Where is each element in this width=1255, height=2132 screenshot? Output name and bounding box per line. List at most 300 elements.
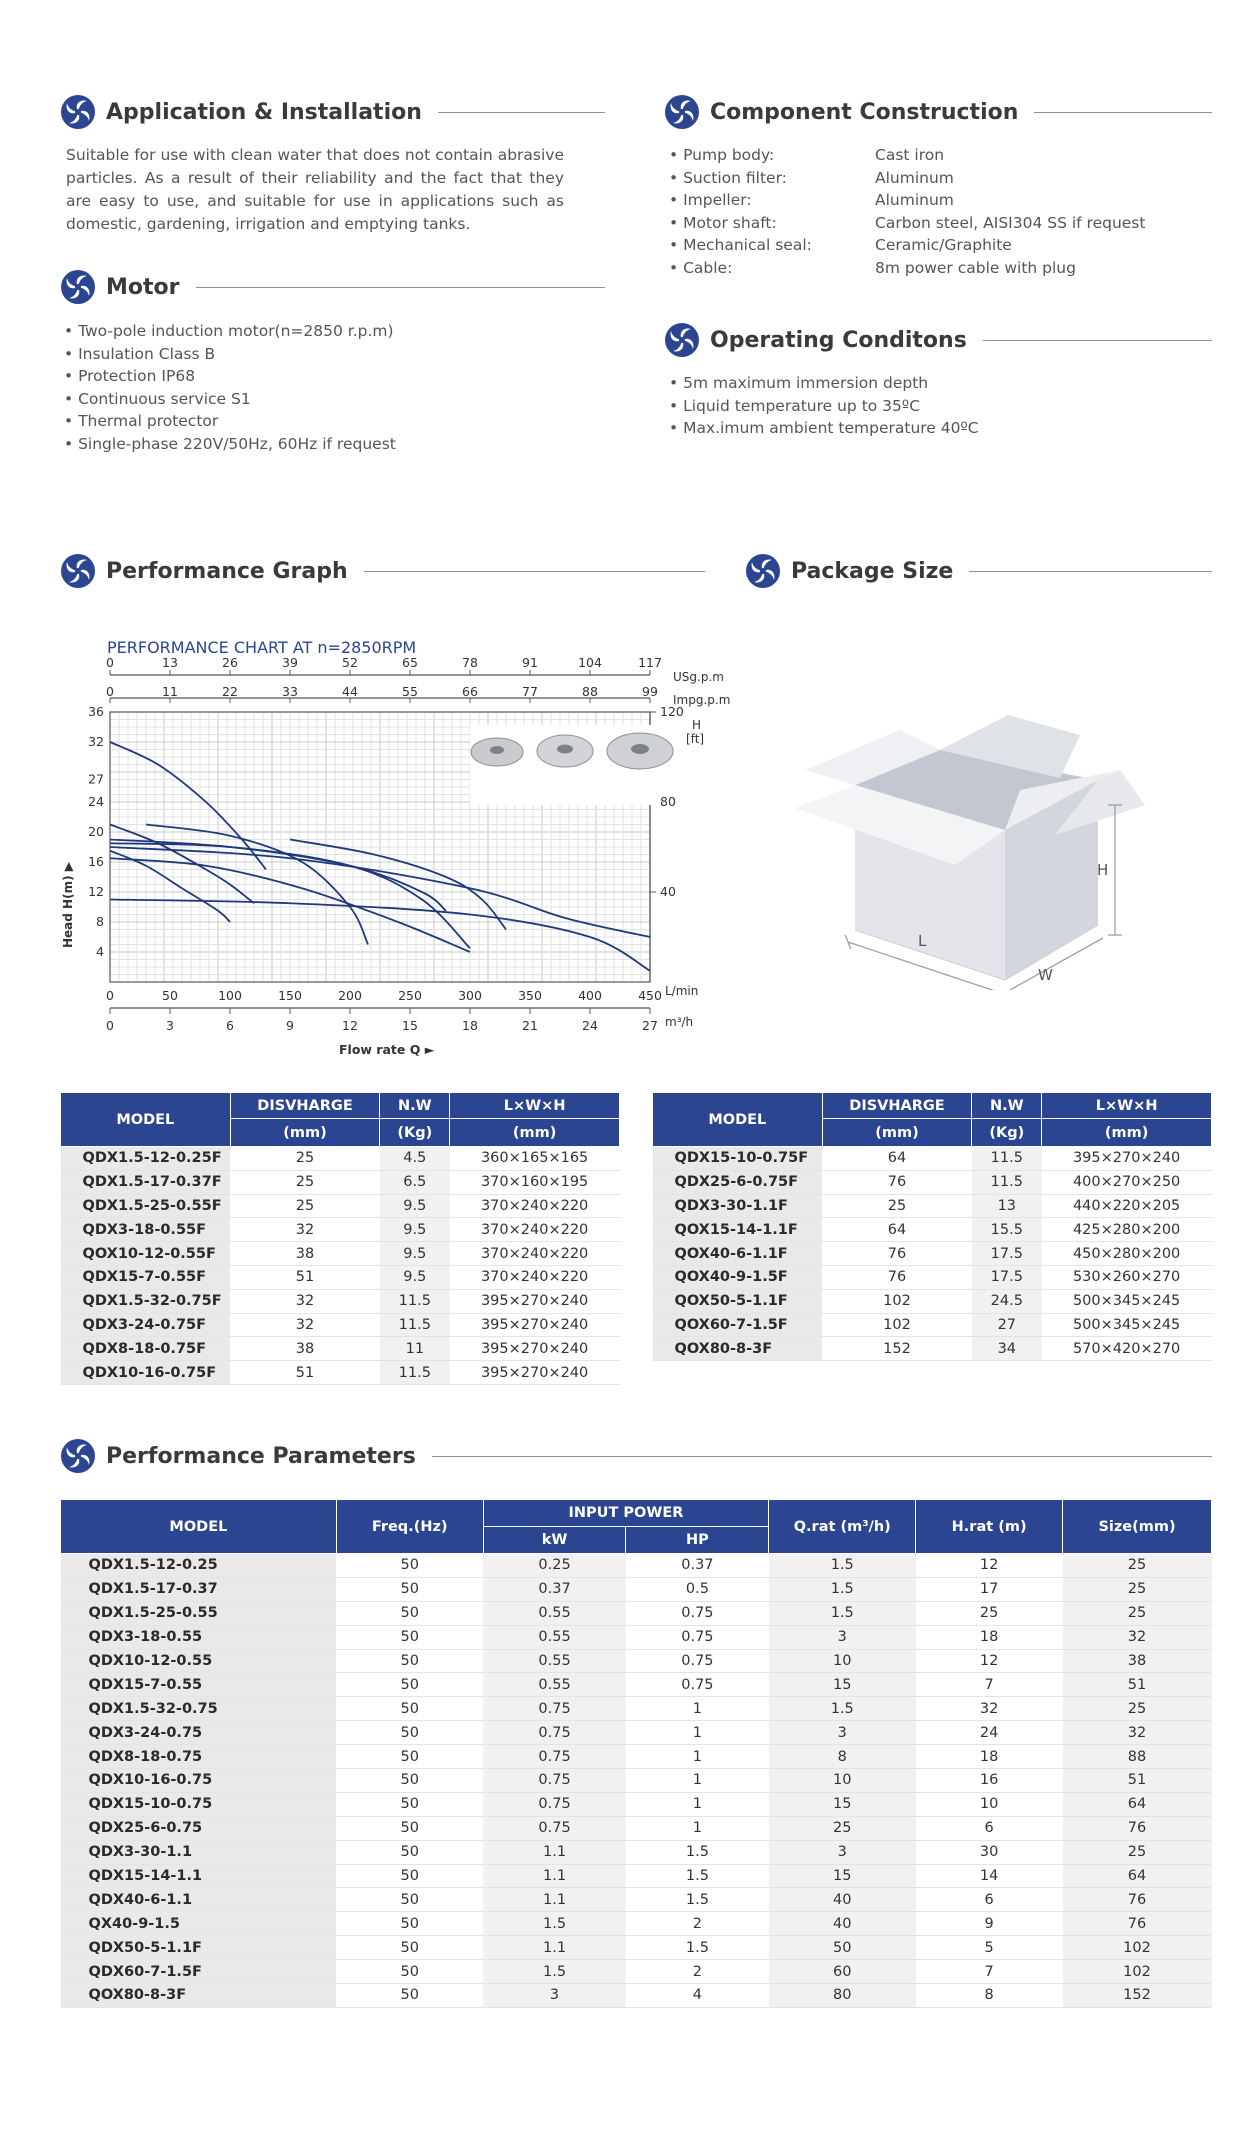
cell-lwh: 440×220×205	[1042, 1194, 1212, 1218]
table-row	[61, 1912, 1212, 1936]
cell-hrat: 6	[916, 1888, 1063, 1912]
spec-key: • Suction filter:	[669, 167, 875, 190]
lmin-tick-label: 50	[162, 988, 178, 1003]
cell-qrat: 40	[769, 1912, 916, 1936]
table-row	[61, 1984, 1212, 2008]
cell-discharge: 25	[230, 1170, 380, 1194]
cell-model: QDX15-7-0.55	[61, 1673, 337, 1697]
y-tick-label: 4	[96, 944, 104, 959]
cell-hrat: 7	[916, 1960, 1063, 1984]
impg-tick-label: 55	[402, 684, 418, 699]
cell-size: 102	[1063, 1960, 1212, 1984]
dimension-h: H	[1097, 861, 1109, 879]
cell-nw: 11.5	[380, 1289, 450, 1313]
table-row	[653, 1194, 1212, 1218]
cell-nw: 9.5	[380, 1218, 450, 1242]
cell-model: QDX1.5-25-0.55F	[61, 1194, 231, 1218]
cell-nw: 17.5	[972, 1265, 1042, 1289]
table-row	[61, 1864, 1212, 1888]
heading-rule	[969, 571, 1212, 572]
cell-hp: 4	[626, 1984, 769, 2008]
y-tick-label: 20	[88, 824, 104, 839]
cell-hrat: 5	[916, 1936, 1063, 1960]
cell-hrat: 25	[916, 1601, 1063, 1625]
col-lwh: L×W×H	[450, 1093, 620, 1119]
impg-tick-label: 77	[522, 684, 538, 699]
cell-freq: 50	[336, 1984, 483, 2008]
list-item: • Insulation Class B	[64, 343, 584, 366]
lmin-tick-label: 350	[518, 988, 542, 1003]
table-row	[61, 1289, 620, 1313]
table-row	[61, 1218, 620, 1242]
list-item	[669, 167, 1209, 190]
cell-hrat: 6	[916, 1816, 1063, 1840]
cell-discharge: 102	[822, 1289, 972, 1313]
m3h-tick-label: 15	[402, 1018, 418, 1033]
cell-kw: 3	[483, 1984, 626, 2008]
list-item: • Single-phase 220V/50Hz, 60Hz if request	[64, 433, 584, 456]
lmin-unit: L/min	[665, 984, 699, 998]
heading-rule	[983, 340, 1212, 341]
list-item: • Liquid temperature up to 35ºC	[669, 395, 1209, 418]
cell-model: QDX8-18-0.75	[61, 1745, 337, 1769]
impg-tick-label: 66	[462, 684, 478, 699]
cell-lwh: 530×260×270	[1042, 1265, 1212, 1289]
cell-freq: 50	[336, 1554, 483, 1578]
col-lwh: L×W×H	[1042, 1093, 1212, 1119]
cell-model: QDX40-6-1.1	[61, 1888, 337, 1912]
m3h-tick-label: 6	[226, 1018, 234, 1033]
cell-lwh: 395×270×240	[1042, 1147, 1212, 1171]
performance-chart	[50, 630, 730, 1070]
table-row	[61, 1745, 1212, 1769]
cell-nw: 9.5	[380, 1242, 450, 1266]
table-row	[61, 1554, 1212, 1578]
cell-hp: 0.75	[626, 1649, 769, 1673]
col-input-power: INPUT POWER	[483, 1500, 769, 1527]
spec-value: Aluminum	[875, 191, 954, 209]
table-row	[61, 1170, 620, 1194]
cell-discharge: 38	[230, 1337, 380, 1361]
col-discharge-unit: (mm)	[822, 1119, 972, 1147]
cell-model: QDX10-12-0.55	[61, 1649, 337, 1673]
motor-heading	[60, 267, 605, 307]
cell-hrat: 12	[916, 1649, 1063, 1673]
m3h-tick-label: 18	[462, 1018, 478, 1033]
application-text: Suitable for use with clean water that does not contain abrasive particles. As a result of their reliability and the fact that they are easy to use, and suitable for use in applications such as domestic, gardening, irrigation and emptying tanks.	[66, 146, 564, 233]
cell-nw: 13	[972, 1194, 1042, 1218]
col-nw-unit: (Kg)	[380, 1119, 450, 1147]
table-row	[61, 1194, 620, 1218]
table-row	[653, 1147, 1212, 1171]
table-row	[653, 1337, 1212, 1361]
lmin-tick-label: 300	[458, 988, 482, 1003]
cell-discharge: 64	[822, 1147, 972, 1171]
cell-qrat: 3	[769, 1625, 916, 1649]
performance-graph-heading	[60, 551, 705, 591]
impeller-photos	[470, 725, 695, 805]
cell-qrat: 15	[769, 1673, 916, 1697]
cell-nw: 4.5	[380, 1147, 450, 1171]
cell-lwh: 395×270×240	[450, 1361, 620, 1385]
y-tick-label: 16	[88, 854, 104, 869]
col-model: MODEL	[653, 1093, 823, 1147]
cell-nw: 11.5	[972, 1170, 1042, 1194]
cell-hrat: 8	[916, 1984, 1063, 2008]
cell-discharge: 51	[230, 1265, 380, 1289]
cell-freq: 50	[336, 1625, 483, 1649]
application-heading	[60, 92, 605, 132]
cell-hp: 1	[626, 1769, 769, 1793]
cell-qrat: 1.5	[769, 1554, 916, 1578]
component-heading	[664, 92, 1212, 132]
cell-lwh: 400×270×250	[1042, 1170, 1212, 1194]
cell-discharge: 38	[230, 1242, 380, 1266]
cell-hrat: 18	[916, 1745, 1063, 1769]
cell-hrat: 10	[916, 1792, 1063, 1816]
impg-tick-label: 44	[342, 684, 358, 699]
col-discharge: DISVHARGE	[230, 1093, 380, 1119]
cell-freq: 50	[336, 1888, 483, 1912]
cell-discharge: 25	[230, 1147, 380, 1171]
parameters-title: Performance Parameters	[106, 1443, 416, 1469]
cell-hrat: 14	[916, 1864, 1063, 1888]
package-table-right	[652, 1092, 1212, 1361]
cell-hrat: 17	[916, 1577, 1063, 1601]
cell-qrat: 15	[769, 1864, 916, 1888]
cell-hp: 0.75	[626, 1625, 769, 1649]
cell-lwh: 360×165×165	[450, 1147, 620, 1171]
col-freq: Freq.(Hz)	[336, 1500, 483, 1554]
table-row	[653, 1218, 1212, 1242]
cell-model: QDX15-7-0.55F	[61, 1265, 231, 1289]
cell-freq: 50	[336, 1792, 483, 1816]
cell-nw: 9.5	[380, 1265, 450, 1289]
cell-hrat: 18	[916, 1625, 1063, 1649]
table-row	[61, 1649, 1212, 1673]
table-row	[61, 1361, 620, 1385]
cell-size: 51	[1063, 1769, 1212, 1793]
package-box-illustration	[790, 690, 1210, 990]
y-axis-label: Head H(m) ▶	[61, 862, 75, 948]
heading-rule	[438, 112, 605, 113]
brand-swirl-icon	[60, 1438, 96, 1474]
cell-freq: 50	[336, 1601, 483, 1625]
cell-hp: 0.75	[626, 1601, 769, 1625]
impg-unit: Impg.p.m	[673, 693, 730, 707]
list-item: • Thermal protector	[64, 410, 584, 433]
m3h-tick-label: 3	[166, 1018, 174, 1033]
cell-model: QDX3-18-0.55F	[61, 1218, 231, 1242]
cell-size: 76	[1063, 1912, 1212, 1936]
cell-model: QDX1.5-32-0.75	[61, 1697, 337, 1721]
usg-tick-label: 52	[342, 655, 358, 670]
cell-hrat: 9	[916, 1912, 1063, 1936]
col-kw: kW	[483, 1527, 626, 1554]
y-tick-label: 27	[88, 771, 104, 787]
cell-model: QDX1.5-17-0.37	[61, 1577, 337, 1601]
impg-tick-label: 22	[222, 684, 238, 699]
list-item: • 5m maximum immersion depth	[669, 372, 1209, 395]
cell-kw: 0.55	[483, 1601, 626, 1625]
usg-tick-label: 117	[638, 655, 662, 670]
cell-model: QDX1.5-12-0.25F	[61, 1147, 231, 1171]
m3h-tick-label: 12	[342, 1018, 358, 1033]
usg-tick-label: 26	[222, 655, 238, 670]
spec-value: Aluminum	[875, 168, 954, 187]
cell-freq: 50	[336, 1840, 483, 1864]
cell-nw: 11	[380, 1337, 450, 1361]
cell-kw: 0.75	[483, 1721, 626, 1745]
cell-freq: 50	[336, 1960, 483, 1984]
cell-nw: 6.5	[380, 1170, 450, 1194]
cell-model: QDX10-16-0.75F	[61, 1361, 231, 1385]
component-title: Component Construction	[710, 99, 1019, 125]
table-row	[61, 1601, 1212, 1625]
table-row	[61, 1577, 1212, 1601]
table-row	[61, 1313, 620, 1337]
m3h-unit: m³/h	[665, 1015, 694, 1029]
list-item	[669, 257, 1209, 280]
cell-kw: 0.75	[483, 1745, 626, 1769]
lmin-tick-label: 0	[106, 988, 114, 1003]
cell-hp: 1.5	[626, 1840, 769, 1864]
cell-model: QOX50-5-1.1F	[653, 1289, 823, 1313]
cell-lwh: 370×240×220	[450, 1242, 620, 1266]
cell-lwh: 570×420×270	[1042, 1337, 1212, 1361]
cell-size: 102	[1063, 1936, 1212, 1960]
cell-freq: 50	[336, 1816, 483, 1840]
cell-freq: 50	[336, 1745, 483, 1769]
cell-hp: 1	[626, 1745, 769, 1769]
cell-hp: 1.5	[626, 1864, 769, 1888]
cell-hp: 1.5	[626, 1936, 769, 1960]
cell-model: QDX15-10-0.75F	[653, 1147, 823, 1171]
cell-size: 25	[1063, 1840, 1212, 1864]
list-item: • Two-pole induction motor(n=2850 r.p.m)	[64, 320, 584, 343]
brand-swirl-icon	[664, 322, 700, 358]
cell-discharge: 32	[230, 1218, 380, 1242]
cell-nw: 9.5	[380, 1194, 450, 1218]
cell-discharge: 76	[822, 1242, 972, 1266]
cell-model: QDX15-10-0.75	[61, 1792, 337, 1816]
col-nw: N.W	[972, 1093, 1042, 1119]
ft-unit-h: H	[692, 718, 702, 732]
cell-kw: 0.55	[483, 1625, 626, 1649]
cell-freq: 50	[336, 1673, 483, 1697]
cell-hp: 1	[626, 1721, 769, 1745]
lmin-tick-label: 150	[278, 988, 302, 1003]
table-row	[61, 1769, 1212, 1793]
col-model: MODEL	[61, 1500, 337, 1554]
table-row	[61, 1816, 1212, 1840]
table-row	[61, 1721, 1212, 1745]
cell-kw: 1.1	[483, 1888, 626, 1912]
cell-kw: 1.1	[483, 1864, 626, 1888]
table-row	[61, 1337, 620, 1361]
cell-discharge: 32	[230, 1289, 380, 1313]
cell-qrat: 15	[769, 1792, 916, 1816]
cell-hrat: 7	[916, 1673, 1063, 1697]
cell-model: QDX3-30-1.1	[61, 1840, 337, 1864]
cell-qrat: 25	[769, 1816, 916, 1840]
cell-size: 32	[1063, 1721, 1212, 1745]
col-nw: N.W	[380, 1093, 450, 1119]
y-tick-label: 36	[88, 704, 104, 719]
lmin-tick-label: 200	[338, 988, 362, 1003]
cell-hp: 2	[626, 1960, 769, 1984]
lmin-tick-label: 250	[398, 988, 422, 1003]
cell-discharge: 152	[822, 1337, 972, 1361]
lmin-tick-label: 450	[638, 988, 662, 1003]
cell-model: QDX25-6-0.75F	[653, 1170, 823, 1194]
cell-discharge: 76	[822, 1170, 972, 1194]
usg-tick-label: 78	[462, 655, 478, 670]
cell-model: QDX1.5-12-0.25	[61, 1554, 337, 1578]
cell-qrat: 60	[769, 1960, 916, 1984]
cell-hp: 1	[626, 1792, 769, 1816]
cell-size: 25	[1063, 1577, 1212, 1601]
cell-model: QOX60-7-1.5F	[653, 1313, 823, 1337]
cell-hp: 1.5	[626, 1888, 769, 1912]
cell-model: QOX10-12-0.55F	[61, 1242, 231, 1266]
cell-model: QOX40-9-1.5F	[653, 1265, 823, 1289]
col-lwh-unit: (mm)	[1042, 1119, 1212, 1147]
cell-qrat: 80	[769, 1984, 916, 2008]
col-hrat: H.rat (m)	[916, 1500, 1063, 1554]
cell-hp: 0.75	[626, 1673, 769, 1697]
usg-unit: USg.p.m	[673, 670, 724, 684]
spec-key: • Mechanical seal:	[669, 234, 875, 257]
cell-qrat: 10	[769, 1769, 916, 1793]
heading-rule	[432, 1456, 1212, 1457]
cell-model: QDX25-6-0.75	[61, 1816, 337, 1840]
table-row	[61, 1960, 1212, 1984]
cell-discharge: 51	[230, 1361, 380, 1385]
application-title: Application & Installation	[106, 99, 422, 125]
cell-size: 38	[1063, 1649, 1212, 1673]
operating-heading	[664, 320, 1212, 360]
performance-graph-title: Performance Graph	[106, 558, 348, 584]
cell-kw: 1.5	[483, 1912, 626, 1936]
cell-kw: 0.75	[483, 1816, 626, 1840]
cell-size: 76	[1063, 1816, 1212, 1840]
col-hp: HP	[626, 1527, 769, 1554]
cell-discharge: 102	[822, 1313, 972, 1337]
operating-title: Operating Conditons	[710, 327, 967, 353]
usg-tick-label: 91	[522, 655, 538, 670]
cell-freq: 50	[336, 1769, 483, 1793]
ft-tick-label: 80	[660, 794, 676, 809]
cell-nw: 17.5	[972, 1242, 1042, 1266]
chart-title: PERFORMANCE CHART AT n=2850RPM	[107, 638, 417, 657]
cell-qrat: 3	[769, 1721, 916, 1745]
cell-qrat: 1.5	[769, 1697, 916, 1721]
m3h-tick-label: 21	[522, 1018, 538, 1033]
cell-model: QDX1.5-25-0.55	[61, 1601, 337, 1625]
ft-unit-ft: [ft]	[686, 732, 705, 746]
cell-kw: 0.25	[483, 1554, 626, 1578]
m3h-tick-label: 27	[642, 1018, 658, 1033]
cell-qrat: 3	[769, 1840, 916, 1864]
table-row	[61, 1147, 620, 1171]
brand-swirl-icon	[664, 94, 700, 130]
cell-kw: 1.1	[483, 1840, 626, 1864]
m3h-tick-label: 24	[582, 1018, 598, 1033]
cell-qrat: 40	[769, 1888, 916, 1912]
list-item: • Max.imum ambient temperature 40ºC	[669, 417, 1209, 440]
col-discharge-unit: (mm)	[230, 1119, 380, 1147]
cell-size: 152	[1063, 1984, 1212, 2008]
spec-key: • Pump body:	[669, 144, 875, 167]
cell-lwh: 395×270×240	[450, 1313, 620, 1337]
cell-model: QDX50-5-1.1F	[61, 1936, 337, 1960]
usg-tick-label: 104	[578, 655, 602, 670]
table-row	[653, 1170, 1212, 1194]
cell-size: 51	[1063, 1673, 1212, 1697]
cell-model: QDX8-18-0.75F	[61, 1337, 231, 1361]
impg-tick-label: 11	[162, 684, 178, 699]
operating-list	[669, 372, 1209, 440]
cell-discharge: 25	[822, 1194, 972, 1218]
col-size: Size(mm)	[1063, 1500, 1212, 1554]
cell-hrat: 16	[916, 1769, 1063, 1793]
ft-tick-label: 40	[660, 884, 676, 899]
y-tick-label: 24	[88, 794, 104, 809]
spec-value: Carbon steel, AISI304 SS if request	[875, 213, 1146, 232]
cell-qrat: 1.5	[769, 1601, 916, 1625]
impg-tick-label: 88	[582, 684, 598, 699]
cell-discharge: 64	[822, 1218, 972, 1242]
cell-hp: 1	[626, 1697, 769, 1721]
table-row	[61, 1936, 1212, 1960]
cell-kw: 0.37	[483, 1577, 626, 1601]
dimension-w: W	[1038, 966, 1053, 984]
cell-kw: 0.55	[483, 1673, 626, 1697]
col-qrat: Q.rat (m³/h)	[769, 1500, 916, 1554]
y-tick-label: 12	[88, 884, 104, 899]
brand-swirl-icon	[60, 553, 96, 589]
cell-lwh: 370×240×220	[450, 1265, 620, 1289]
cell-nw: 11.5	[380, 1361, 450, 1385]
list-item: • Continuous service S1	[64, 388, 584, 411]
spec-key: • Motor shaft:	[669, 212, 875, 235]
cell-hp: 0.5	[626, 1577, 769, 1601]
cell-nw: 24.5	[972, 1289, 1042, 1313]
spec-value: 8m power cable with plug	[875, 258, 1076, 277]
cell-size: 25	[1063, 1601, 1212, 1625]
cell-hp: 1	[626, 1816, 769, 1840]
spec-value: Cast iron	[875, 146, 945, 164]
cell-qrat: 50	[769, 1936, 916, 1960]
cell-freq: 50	[336, 1697, 483, 1721]
cell-hrat: 12	[916, 1554, 1063, 1578]
cell-freq: 50	[336, 1577, 483, 1601]
cell-model: QDX1.5-32-0.75F	[61, 1289, 231, 1313]
brand-swirl-icon	[60, 269, 96, 305]
heading-rule	[196, 287, 606, 288]
table-row	[653, 1289, 1212, 1313]
package-table-left	[60, 1092, 620, 1385]
cell-size: 76	[1063, 1888, 1212, 1912]
cell-lwh: 500×345×245	[1042, 1313, 1212, 1337]
cell-model: QDX15-14-1.1	[61, 1864, 337, 1888]
impg-tick-label: 99	[642, 684, 658, 699]
cell-lwh: 500×345×245	[1042, 1289, 1212, 1313]
dimension-l: L	[918, 932, 927, 950]
cell-size: 25	[1063, 1697, 1212, 1721]
cell-discharge: 76	[822, 1265, 972, 1289]
